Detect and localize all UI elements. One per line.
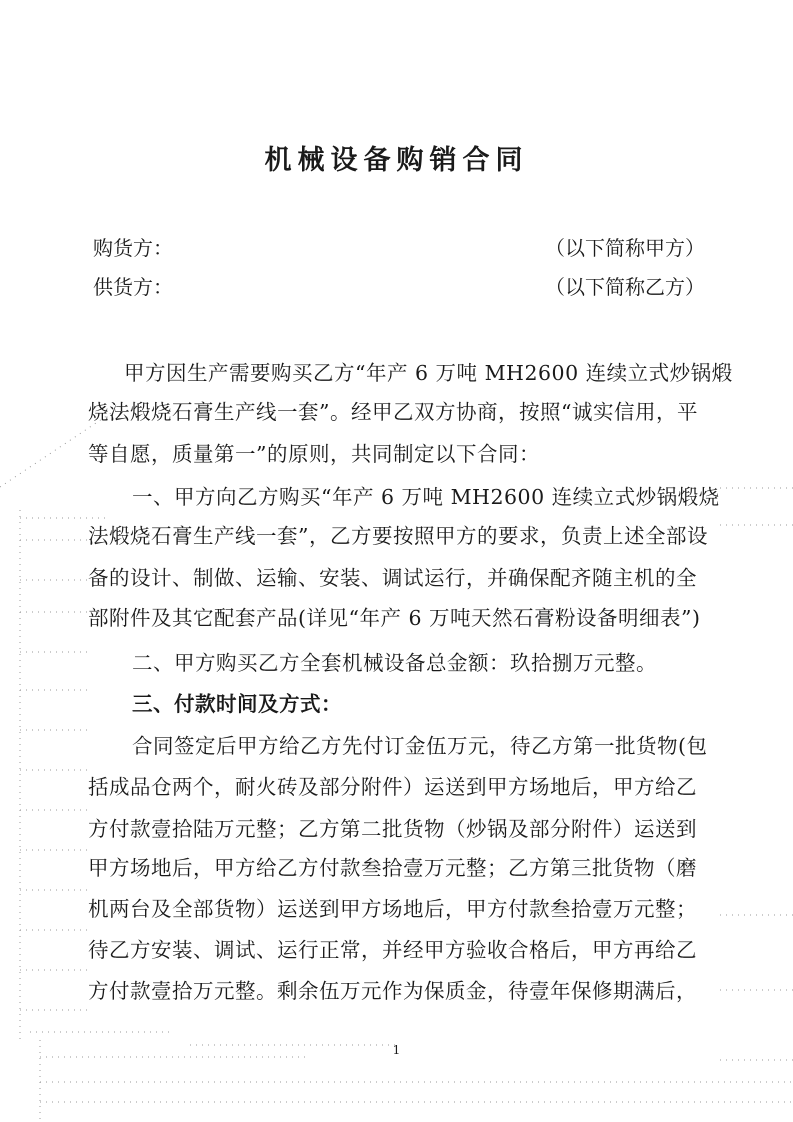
- buyer-row: [93, 232, 705, 261]
- body-line: 部附件及其它配套产品(详见“年产 6 万吨天然石膏粉设备明细表”): [88, 606, 701, 630]
- seller-note: （以下简称乙方）: [545, 275, 705, 299]
- buyer-label: 购货方：: [93, 236, 173, 260]
- body-line: 备的设计、制做、运输、安装、调试运行，并确保配齐随主机的全: [88, 566, 697, 590]
- clause-three-heading: 三、付款时间及方式：: [132, 692, 342, 716]
- body-line: 法煅烧石膏生产线一套”，乙方要按照甲方的要求，负责上述全部设: [88, 524, 708, 548]
- body-line: 烧法煅烧石膏生产线一套”。经甲乙双方协商，按照“诚实信用，平: [88, 400, 698, 424]
- body-line: 甲方因生产需要购买乙方“年产 6 万吨 MH2600 连续立式炒锅煅: [124, 361, 733, 385]
- buyer-note: （以下简称甲方）: [545, 236, 705, 260]
- body-line: 合同签定后甲方给乙方先付订金伍万元，待乙方第一批货物(包: [132, 734, 708, 758]
- body-line: 方付款壹拾万元整。剩余伍万元作为保质金，待壹年保修期满后，: [88, 979, 697, 1003]
- body-line: 方付款壹拾陆万元整；乙方第二批货物（炒锅及部分附件）运送到: [88, 817, 697, 841]
- clause-one-line: 一、甲方向乙方购买“年产 6 万吨 MH2600 连续立式炒锅煅烧: [132, 485, 720, 509]
- document-title: 机械设备购销合同: [264, 145, 529, 176]
- body-line: 待乙方安装、调试、运行正常，并经甲方验收合格后，甲方再给乙: [88, 938, 697, 962]
- body-line: 机两台及全部货物）运送到甲方场地后，甲方付款叁拾壹万元整；: [88, 897, 697, 921]
- clause-two-line: 二、甲方购买乙方全套机械设备总金额：玖拾捌万元整。: [132, 651, 657, 675]
- page-number: 1: [392, 1043, 401, 1057]
- seller-label: 供货方：: [93, 275, 173, 299]
- body-line: 等自愿，质量第一”的原则，共同制定以下合同：: [88, 442, 540, 466]
- body-line: 括成品仓两个，耐火砖及部分附件）运送到甲方场地后，甲方给乙: [88, 775, 697, 799]
- seller-row: [93, 271, 705, 300]
- body-line: 甲方场地后，甲方给乙方付款叁拾壹万元整；乙方第三批货物（磨: [88, 856, 697, 880]
